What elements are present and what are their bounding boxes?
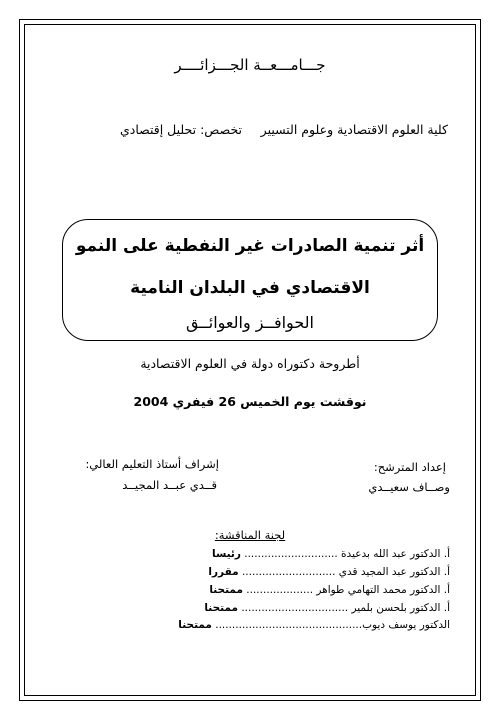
faculty-name: كلية العلوم الاقتصادية وعلوم التسيير — [260, 122, 448, 137]
member-role: مقررا — [208, 566, 239, 578]
committee-member — [208, 566, 450, 578]
candidate-name: وصــاف سعيــدي — [368, 480, 450, 494]
committee-member — [204, 602, 450, 614]
committee-title: لجنة المناقشة: — [214, 528, 286, 542]
specialty: تخصص: تحليل إقتصادي — [119, 122, 242, 137]
defense-date: نوقشت يوم الخميس 26 فيفري 2004 — [133, 394, 367, 409]
thesis-type: أطروحة دكتوراه دولة في العلوم الاقتصادية — [140, 356, 360, 371]
member-name: أ. الدكتور عبد المجيد قدي ............................ — [238, 566, 450, 578]
preparation-label: إعداد المترشح: — [373, 460, 446, 474]
member-role: ممتحنا — [204, 602, 238, 614]
committee-member — [178, 619, 450, 631]
thesis-subtitle: الحوافــز والعوائــق — [186, 313, 314, 332]
member-name: أ. الدكتور محمد التهامي طواهر .................... — [242, 584, 450, 596]
member-role: رئيسا — [212, 548, 241, 560]
thesis-title-line-2: الاقتصادي في البلدان النامية — [130, 278, 370, 298]
university-name: جـــامـــعــة الجـــزائــــر — [174, 56, 326, 74]
member-name: الدكتور يوسف ديوب............................................ — [211, 619, 450, 631]
supervisor-name: قــدي عبــد المجيــد — [122, 478, 217, 492]
member-name: أ. الدكتور بلحسن بلمير ................................ — [237, 602, 450, 614]
member-role: ممتحنا — [178, 619, 212, 631]
committee-member — [212, 548, 450, 560]
thesis-title-line-1: أثر تنمية الصادرات غير النفطية على النمو — [75, 236, 425, 256]
member-name: أ. الدكتور عبد الله بدعيدة ............................ — [240, 548, 450, 560]
supervision-label: إشراف أستاذ التعليم العالي: — [85, 457, 219, 471]
committee-member — [209, 584, 450, 596]
member-role: ممتحنا — [209, 584, 243, 596]
